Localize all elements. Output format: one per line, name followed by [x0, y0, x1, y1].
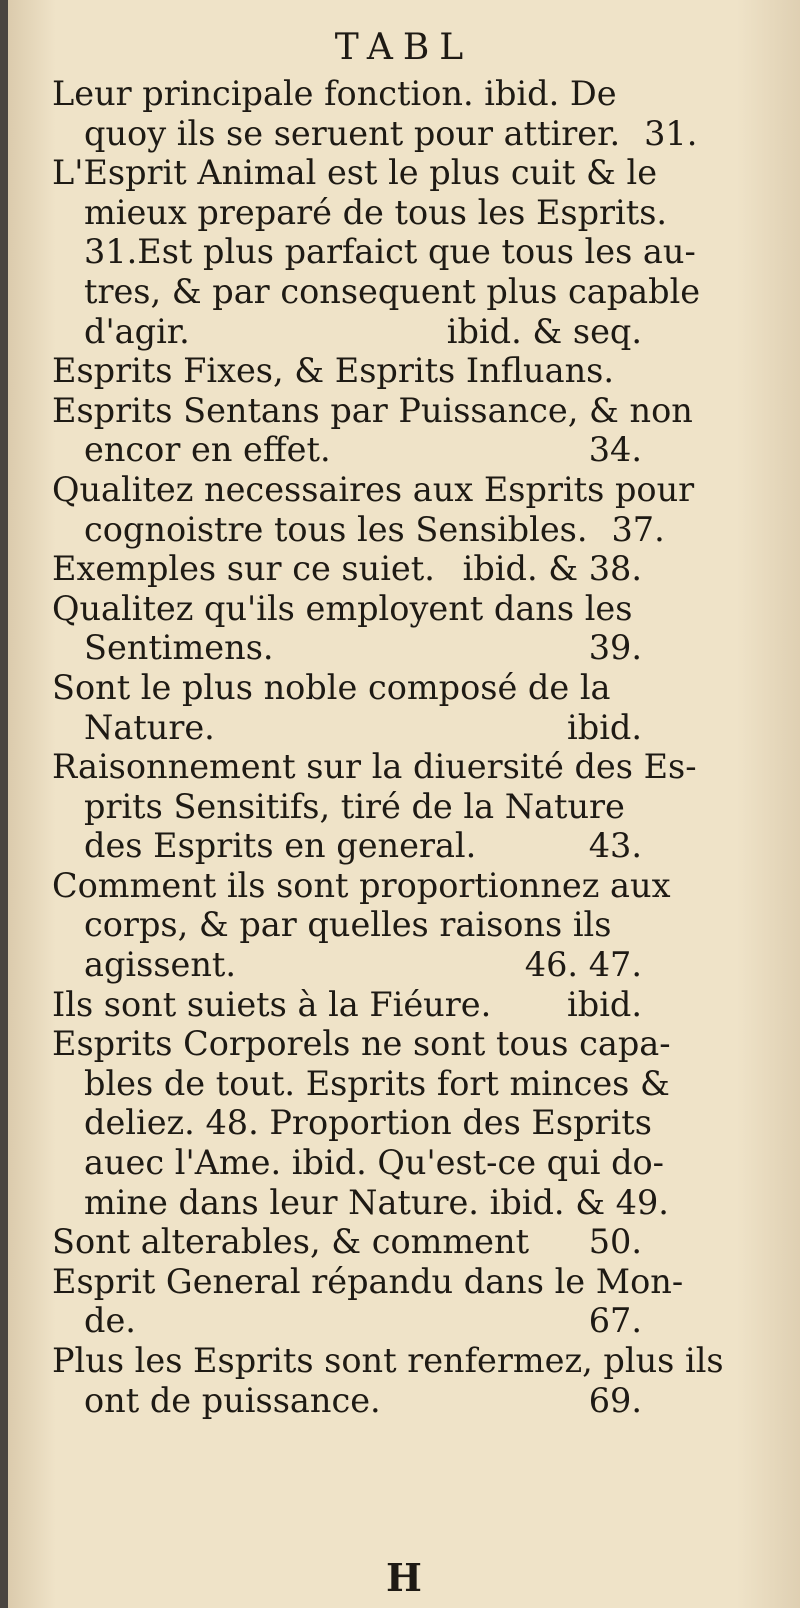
- entry-line: [52, 1063, 670, 1104]
- entry-text: 31.Est plus parfaict que tous les au-: [84, 232, 696, 272]
- entry-text: ont de puissance.: [84, 1380, 381, 1420]
- entry-line: [52, 271, 701, 312]
- entry-text: Sont le plus noble composé de la: [52, 667, 611, 707]
- page-reference: 46. 47.: [524, 945, 642, 985]
- entry-line: [52, 192, 668, 233]
- entry-line: [52, 153, 658, 193]
- running-header: TABL: [334, 27, 474, 68]
- entry-line: [52, 985, 642, 1025]
- entry-text: de.: [84, 1301, 136, 1341]
- page-reference: ibid. & 38.: [462, 549, 642, 589]
- entry-line: [52, 430, 642, 470]
- entry-text: Leur principale fonction. ibid. De: [52, 74, 617, 113]
- page-reference: 37.: [611, 509, 665, 549]
- index-entry: [52, 351, 642, 391]
- entry-text: mieux preparé de tous les Esprits.: [84, 192, 668, 232]
- entry-line: [52, 628, 642, 668]
- entry-line: [52, 351, 642, 391]
- index-entry: [52, 747, 697, 866]
- entry-text: prits Sensitifs, tiré de la Nature: [84, 786, 625, 826]
- index-entry: [52, 668, 642, 747]
- index-entry: [52, 985, 642, 1025]
- entry-text: quoy ils se seruent pour attirer.: [84, 113, 621, 153]
- entry-line: [52, 1024, 671, 1064]
- index-entries: [52, 74, 724, 1420]
- page-reference: 39.: [588, 628, 642, 668]
- index-entry: [52, 390, 693, 470]
- page-reference: 50.: [588, 1222, 642, 1262]
- entry-line: [52, 708, 642, 748]
- index-entry: [52, 865, 671, 985]
- index-entry: [52, 549, 642, 589]
- entry-line: [52, 1103, 652, 1143]
- entry-line: [52, 787, 642, 827]
- entry-text: Nature.: [84, 707, 215, 747]
- entry-text: corps, & par quelles raisons ils: [84, 905, 612, 945]
- entry-line: [52, 74, 642, 114]
- entry-text: Comment ils sont proportionnez aux: [52, 865, 671, 905]
- entry-line: [52, 312, 642, 352]
- entry-text: L'Esprit Animal est le plus cuit & le: [52, 153, 658, 193]
- entry-text: Sentimens.: [84, 628, 274, 668]
- page-reference: 31.: [644, 113, 698, 153]
- entry-text: deliez. 48. Proportion des Esprits: [84, 1103, 652, 1143]
- entry-line: [52, 589, 642, 629]
- index-entry: [52, 1024, 671, 1222]
- entry-line: [52, 945, 642, 985]
- entry-text: auec l'Ame. ibid. Qu'est-ce qui do-: [84, 1143, 665, 1183]
- entry-text: cognoistre tous les Sensibles.: [84, 509, 588, 549]
- entry-line: [52, 1222, 642, 1262]
- entry-line: [52, 549, 642, 589]
- entry-text: Esprits Corporels ne sont tous capa-: [52, 1024, 671, 1064]
- signature-mark: H: [386, 1555, 422, 1600]
- entry-text: encor en effet.: [84, 430, 331, 470]
- entry-line: [52, 865, 671, 906]
- page-reference: ibid.: [567, 984, 642, 1024]
- entry-text: Esprit General répandu dans le Mon-: [52, 1261, 684, 1301]
- entry-text: Esprits Fixes, & Esprits Influans.: [52, 351, 614, 391]
- entry-line: [52, 509, 665, 550]
- entry-line: [52, 113, 698, 154]
- entry-line: [52, 469, 695, 510]
- entry-text: agissent.: [84, 945, 237, 985]
- index-entry: [52, 1341, 724, 1420]
- page-reference: ibid.: [567, 707, 642, 747]
- entry-line: [52, 1341, 724, 1381]
- entry-text: d'agir.: [84, 311, 190, 351]
- entry-line: [52, 1381, 642, 1421]
- index-entry: [52, 153, 701, 351]
- entry-line: [52, 1143, 665, 1183]
- entry-line: [52, 1182, 669, 1223]
- entry-text: Qualitez necessaires aux Esprits pour: [52, 469, 695, 509]
- entry-text: tres, & par consequent plus capable: [84, 271, 701, 311]
- entry-text: Plus les Esprits sont renfermez, plus ils: [52, 1341, 724, 1380]
- index-entry: [52, 74, 698, 153]
- entry-text: Ils sont suiets à la Fiéure.: [52, 984, 492, 1024]
- page-reference: ibid. & seq.: [446, 311, 642, 351]
- entry-line: [52, 826, 642, 866]
- entry-text: Qualitez qu'ils employent dans les: [52, 588, 633, 628]
- entry-text: des Esprits en general.: [84, 826, 477, 866]
- entry-line: [52, 390, 693, 431]
- entry-line: [52, 1261, 684, 1302]
- index-entry: [52, 1261, 684, 1341]
- entry-text: Raisonnement sur la diuersité des Es-: [52, 747, 697, 787]
- page-reference: 67.: [588, 1301, 642, 1341]
- page-reference: 43.: [588, 826, 642, 866]
- entry-line: [52, 747, 697, 787]
- entry-text: Exemples sur ce suiet.: [52, 549, 435, 589]
- entry-line: [52, 905, 642, 945]
- entry-text: Sont alterables, & comment: [52, 1222, 530, 1262]
- index-entry: [52, 469, 695, 549]
- book-page: [8, 0, 800, 1608]
- page-reference: 34.: [588, 430, 642, 470]
- entry-text: mine dans leur Nature. ibid. & 49.: [84, 1182, 669, 1222]
- entry-line: [52, 232, 696, 272]
- index-entry: [52, 589, 642, 668]
- entry-text: bles de tout. Esprits fort minces &: [84, 1063, 670, 1103]
- entry-line: [52, 1301, 642, 1341]
- index-entry: [52, 1222, 642, 1262]
- entry-line: [52, 668, 642, 708]
- page-reference: 69.: [588, 1380, 642, 1420]
- entry-text: Esprits Sentans par Puissance, & non: [52, 390, 693, 430]
